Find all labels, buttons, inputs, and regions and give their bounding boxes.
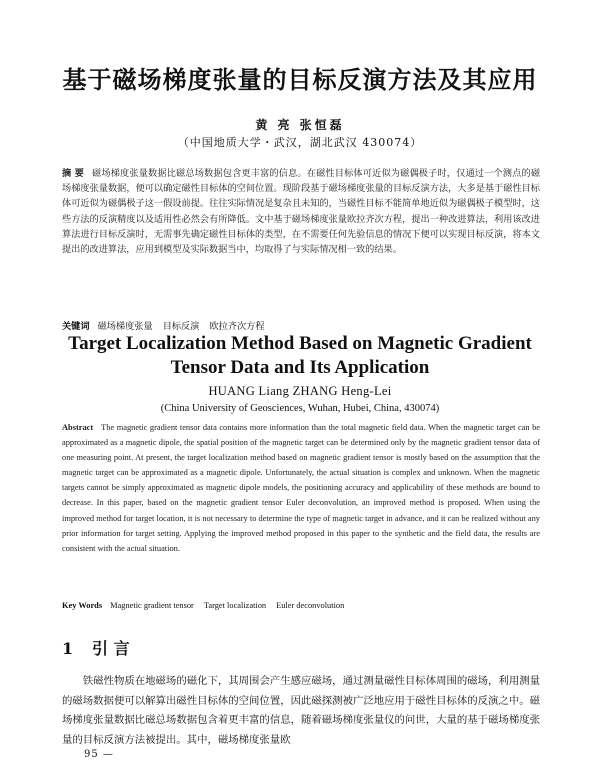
english-affiliation: (China University of Geosciences, Wuhan, Hubei, China, 430074) xyxy=(160,403,440,414)
english-abstract xyxy=(62,420,540,556)
chinese-authors: 黄 亮 张恒磊 xyxy=(255,118,345,132)
chinese-abstract-label: 摘 要 xyxy=(62,168,85,179)
body-paragraph: 铁磁性物质在地磁场的磁化下，其周围会产生感应磁场，通过测量磁性目标体周围的磁场，利用测量的磁场数据便可以解算出磁性目标体的空间位置，因此磁探测被广泛地应用于磁性目标体的反演之中。磁场梯度张量数据比磁总场数据包含着更丰富的信息，随着磁场梯度张量仪的问世，大量的基于磁场梯度张量的目标反演方法被提出。其中，磁场梯度张量欧 xyxy=(62,675,540,746)
chinese-abstract-text: 磁场梯度张量数据比磁总场数据包含更丰富的信息。在磁性目标体可近似为磁偶极子时，仅通过一个测点的磁场梯度张量数据，便可以确定磁性目标体的空间位置。现阶段基于磁场梯度张量的目标反演方法，大多是基于磁性目标体可近似为磁偶极子这一假设前提。往往实际情况是复杂且未知的，当磁性目标不能简单地近似为磁偶极子模型时，这些方法的反演精度以及适用性必然会有所降低。文中基于磁场梯度张量欧拉齐次方程，提出一种改进算法，利用该改进算法进行目标反演时，无需事先确定磁性目标体的类型，在不需要任何先验信息的情况下便可以实现目标反演，将本文提出的改进算法，应用到模型及实际数据当中，均取得了与实际情况相一致的结果。 xyxy=(62,168,541,256)
english-title-line: Tensor Data and Its Application xyxy=(170,357,430,378)
english-keyword: Euler deconvolution xyxy=(276,601,345,610)
chinese-keyword: 目标反演 xyxy=(162,321,200,332)
chinese-affiliation: （中国地质大学・武汉，湖北武汉 430074） xyxy=(177,136,423,149)
section-number: 1 xyxy=(62,639,74,658)
chinese-title: 基于磁场梯度张量的目标反演方法及其应用 xyxy=(62,65,538,94)
english-keywords-label: Key Words xyxy=(62,601,103,610)
section-heading xyxy=(62,636,130,659)
chinese-abstract xyxy=(62,166,540,257)
chinese-keyword: 欧拉齐次方程 xyxy=(209,321,265,332)
page-number: 95 — xyxy=(84,749,114,760)
english-authors: HUANG Liang ZHANG Heng-Lei xyxy=(208,384,392,398)
english-abstract-text: The magnetic gradient tensor data contains more information than the total magnetic field data. When the magnetic target can be approximated as a magnetic dipole, the spatial position of the magnetic target can be determined only by the magnetic gradient tensor data of one measuring point. At present, the target localization method based on magnetic gradient tensor is mostly based on the assumption that the magnetic target can be approximated as a magnetic dipole. Unfortunately, the actual situation is complex and unknown. When the magnetic targets cannot be simply approximated as magnetic dipole models, the positioning accuracy and applicability of these methods are bound to decrease. In this paper, based on the magnetic gradient tensor Euler deconvolution, an improved method is proposed. When using the improved method for target location, it is not necessary to determine the type of magnetic target in advance, and it can be realized without any prior information for target setting. Applying the improved method proposed in this paper to the synthetic and the field data, the results are consistent with the actual situation. xyxy=(62,423,540,553)
english-title-line: Target Localization Method Based on Magnetic Gradient xyxy=(68,333,532,354)
english-keywords xyxy=(62,601,540,610)
english-keyword: Magnetic gradient tensor xyxy=(110,601,194,610)
chinese-keywords-label: 关键词 xyxy=(62,321,90,332)
chinese-keywords xyxy=(62,318,540,332)
english-keyword: Target localization xyxy=(203,601,267,610)
english-abstract-label: Abstract xyxy=(62,423,94,432)
english-title xyxy=(0,332,600,380)
chinese-keyword: 磁场梯度张量 xyxy=(97,321,153,332)
section-title: 引 言 xyxy=(92,639,130,658)
